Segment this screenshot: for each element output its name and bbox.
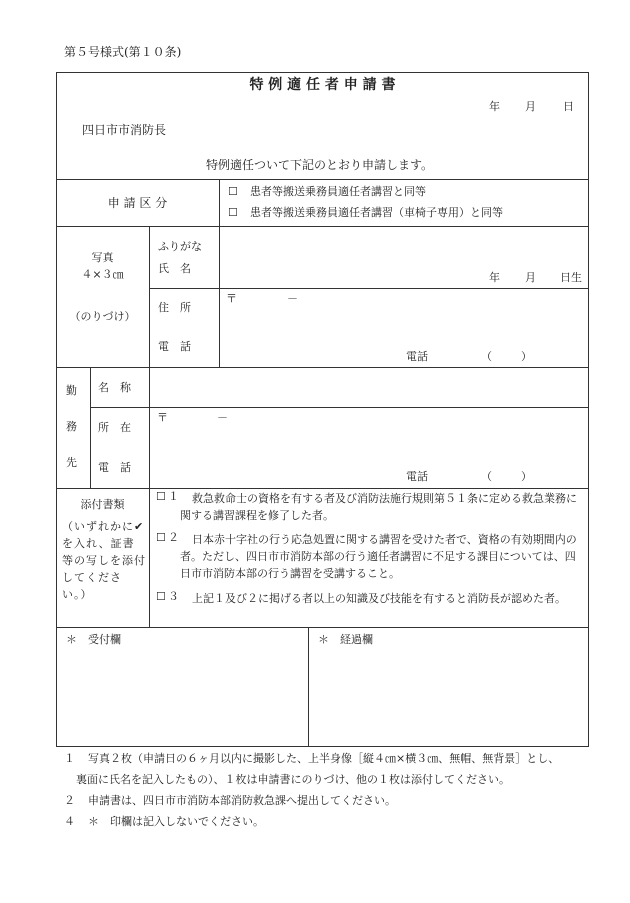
workplace-postal-dash: － [217,411,228,424]
note-text: 裏面に氏名を記入したもの）、１枚は申請書にのりづけ、他の１枚は添付してください。 [76,773,511,786]
request-sentence: 特例適任ついて下記のとおり申請します。 [206,158,434,172]
phone-paren-open: （ [481,350,492,363]
workplace-postal-mark: 〒 [157,411,168,424]
divider [56,488,589,489]
attachments-note: （いずれかに✔を入れ、証書等の写しを添付してください。） [62,520,146,602]
workplace-label-1: 勤 [66,384,77,397]
photo-label: 写真 [91,251,114,264]
attachment-text-2: 日本赤十字社の行う応急処置に関する講習を受けた者で、資格の有効期間内の者。ただし、四日市市消防本部の行う適任者講習に不足する課目については、四日市市消防本部の行う講習を受講すること。 [180,533,577,581]
divider [219,179,220,226]
attachment-checkbox-2[interactable]: ☐ [156,531,166,544]
category-option-1: 患者等搬送乗務員適任者講習と同等 [250,185,426,198]
birth-year: 年 [489,271,500,284]
workplace-phone-field-label: 電話 [406,470,428,483]
phone-paren-close: ） [521,350,532,363]
divider [149,288,589,289]
workplace-label-2: 務 [66,420,77,433]
note-number: ４ [64,815,75,828]
divider [90,367,91,488]
note-text: ＊ 印欄は記入しないでください。 [88,815,264,828]
divider [56,226,589,227]
workplace-address-label: 所 在 [98,421,131,434]
phone-label: 電 話 [158,340,191,353]
divider [149,367,150,488]
attachment-text-1: 救急救命士の資格を有する者及び消防法施行規則第５１条に定める救急業務に関する講習課程を修了した者。 [180,492,577,523]
attachment-number-3: ３ [168,590,179,603]
note-number: １ [64,752,75,765]
category-option-2: 患者等搬送乗務員適任者講習（車椅子専用）と同等 [250,206,503,219]
photo-size: ４×３㎝ [81,268,124,281]
addressee: 四日市市消防長 [82,123,167,137]
attachment-checkbox-1[interactable]: ☐ [156,490,166,503]
phone-field-label: 電話 [406,350,428,363]
workplace-phone-paren-open: （ [481,470,492,483]
workplace-phone-label: 電 話 [98,461,131,474]
note-text: 申請書は、四日市市消防本部消防救急課へ提出してください。 [88,794,396,807]
category-checkbox-2[interactable]: ☐ [228,206,238,219]
divider [149,226,150,367]
attachment-number-2: ２ [168,531,179,544]
attachment-text-3: 上記１及び２に掲げる者以上の知識及び技能を有すると消防長が認めた者。 [192,592,566,605]
attachments-label: 添付書類 [80,498,125,511]
name-label: 氏 名 [158,262,191,275]
category-label: 申 請 区 分 [107,196,168,210]
address-label: 住 所 [158,301,191,314]
photo-note: （のりづけ） [69,310,136,323]
workplace-name-label: 名 称 [98,381,131,394]
note-number: ２ [64,794,75,807]
attachment-number-1: １ [168,490,179,503]
furigana-label: ふりがな [158,240,202,253]
divider [56,179,589,180]
workplace-label-3: 先 [66,456,77,469]
birth-month: 月 [525,271,536,284]
divider [149,488,150,627]
form-number: 第５号様式(第１０条) [64,45,182,59]
postal-dash: － [287,292,298,305]
progress-label: ＊ 経過欄 [318,633,373,646]
postal-mark: 〒 [226,292,237,305]
page-title: 特 例 適 任 者 申 請 書 [249,77,396,93]
date-day: 日 [563,100,574,113]
date-month: 月 [525,100,536,113]
divider [308,627,309,747]
reception-label: ＊ 受付欄 [66,633,121,646]
divider [219,226,220,367]
date-year: 年 [489,100,500,113]
divider [56,367,589,368]
divider [90,407,589,408]
category-checkbox-1[interactable]: ☐ [228,185,238,198]
note-text: 写真２枚（申請日の６ヶ月以内に撮影した、上半身像［縦４㎝×横３㎝、無帽、無背景］とし、 [88,752,560,765]
attachment-checkbox-3[interactable]: ☐ [156,590,166,603]
birth-day: 日生 [560,271,582,284]
workplace-phone-paren-close: ） [521,470,532,483]
divider [56,627,589,628]
